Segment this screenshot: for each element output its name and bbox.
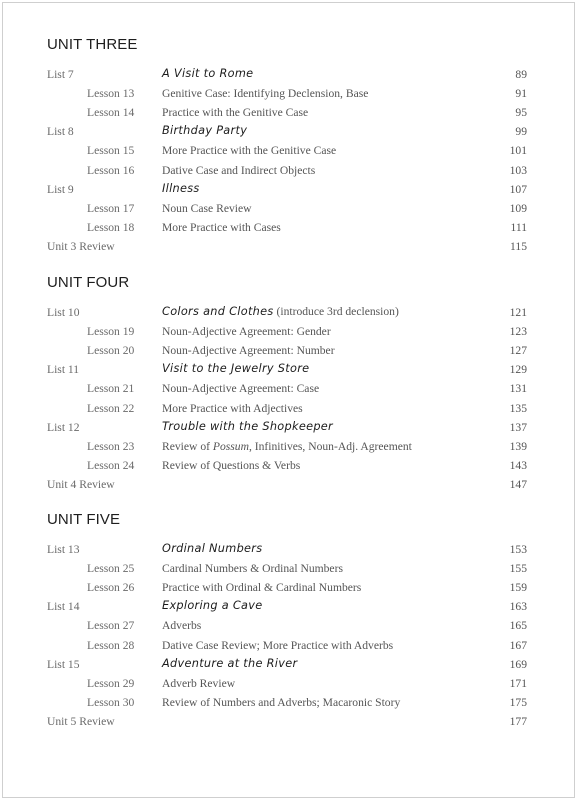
lesson-label: Lesson 18 <box>87 220 135 234</box>
page-number: 103 <box>509 163 527 177</box>
toc-entry <box>0 581 577 600</box>
entry-title-text: Adverbs <box>162 619 202 633</box>
entry-title-text: Dative Case and Indirect Objects <box>162 163 316 177</box>
entry-title-text: Adverb Review <box>162 676 236 690</box>
page-number: 91 <box>515 87 527 101</box>
toc-entry <box>0 344 577 363</box>
lesson-title <box>162 619 201 632</box>
toc-entry <box>0 106 577 125</box>
entry-title-text: Exploring a Cave <box>162 599 263 613</box>
entry-title-text: Dative Case Review; More Practice with Adverbs <box>162 638 394 652</box>
toc-entry <box>0 677 577 696</box>
toc-entry <box>0 382 577 401</box>
entry-title-text: More Practice with Cases <box>162 220 281 234</box>
review-label: Unit 3 Review <box>47 239 115 253</box>
entry-title-text: Noun-Adjective Agreement: Number <box>162 344 335 358</box>
toc-entry <box>0 478 577 497</box>
page-number: 153 <box>509 543 527 556</box>
lesson-label: Lesson 23 <box>87 439 135 453</box>
lesson-title <box>162 344 335 357</box>
page-number: 131 <box>509 382 527 396</box>
lesson-title <box>162 106 308 119</box>
lesson-title <box>162 562 343 575</box>
story-title <box>162 599 263 612</box>
entry-title-text: More Practice with the Genitive Case <box>162 144 337 158</box>
lesson-title <box>162 144 336 157</box>
lesson-label: Lesson 24 <box>87 458 135 472</box>
page-number: 99 <box>515 125 527 139</box>
entry-title-text: Birthday Party <box>162 124 248 138</box>
lesson-title <box>162 221 281 234</box>
page-number: 129 <box>509 363 527 377</box>
lesson-title-part: , Infinitives, Noun-Adj. Agreement <box>248 439 412 453</box>
toc-entry <box>0 306 577 325</box>
page-number: 121 <box>509 306 527 319</box>
lesson-label: Lesson 13 <box>87 87 135 101</box>
lesson-title <box>162 677 235 690</box>
lesson-label: Lesson 27 <box>87 619 135 633</box>
lesson-label: Lesson 30 <box>87 695 135 709</box>
toc-entry <box>0 562 577 581</box>
list-label: List 11 <box>47 363 80 377</box>
story-title <box>162 657 297 670</box>
toc-entry <box>0 715 577 734</box>
toc-entry <box>0 164 577 183</box>
lesson-label: Lesson 14 <box>87 106 135 120</box>
entry-title-text: Illness <box>162 181 200 195</box>
page-number: 95 <box>515 106 527 120</box>
toc-entry <box>0 459 577 478</box>
story-title <box>162 420 333 433</box>
lesson-label: Lesson 20 <box>87 344 135 358</box>
list-label: List 12 <box>47 420 80 434</box>
toc-entry <box>0 183 577 202</box>
lesson-label: Lesson 21 <box>87 382 135 396</box>
entry-title-text: Noun-Adjective Agreement: Case <box>162 382 320 396</box>
page-number: 169 <box>509 657 527 671</box>
lesson-title <box>162 325 331 338</box>
lesson-title <box>162 87 368 100</box>
story-title <box>162 542 262 555</box>
toc-entry <box>0 125 577 144</box>
unit-title: UNIT FIVE <box>47 511 121 528</box>
toc-entry <box>0 363 577 382</box>
toc-entry <box>0 402 577 421</box>
page-number: 139 <box>509 439 527 453</box>
entry-title-text: A Visit to Rome <box>162 67 254 80</box>
page-number: 167 <box>509 638 527 652</box>
page-number: 163 <box>509 600 527 614</box>
page-number: 123 <box>509 325 527 339</box>
unit-title: UNIT THREE <box>47 36 138 53</box>
entry-title-text: Colors and Clothes <box>162 305 274 318</box>
page-number: 171 <box>509 676 527 690</box>
lesson-label: Lesson 26 <box>87 581 135 595</box>
page-number: 101 <box>509 144 527 158</box>
lesson-label: Lesson 29 <box>87 676 135 690</box>
page-number: 177 <box>509 714 527 728</box>
story-title <box>162 67 253 80</box>
page-number: 165 <box>509 619 527 633</box>
entry-title-text: Practice with Ordinal & Cardinal Numbers <box>162 581 362 595</box>
entry-title-text: Noun-Adjective Agreement: Gender <box>162 325 331 339</box>
toc-entry <box>0 421 577 440</box>
story-title <box>162 362 309 375</box>
entry-title-text: Ordinal Numbers <box>162 542 263 555</box>
toc-entry <box>0 325 577 344</box>
toc-entry <box>0 221 577 240</box>
lesson-title <box>162 164 315 177</box>
story-title <box>162 305 399 318</box>
entry-title-text: More Practice with Adjectives <box>162 401 303 415</box>
lesson-title <box>162 459 300 472</box>
list-label: List 13 <box>47 543 80 556</box>
list-label: List 10 <box>47 306 80 319</box>
entry-title-text: Review of Questions & Verbs <box>162 458 301 472</box>
entry-title-text: Noun Case Review <box>162 201 252 215</box>
toc-entry <box>0 696 577 715</box>
page-number: 175 <box>509 695 527 709</box>
list-label: List 7 <box>47 68 74 81</box>
page-number: 143 <box>509 458 527 472</box>
page-number: 147 <box>509 477 527 491</box>
lesson-title <box>162 581 361 594</box>
lesson-label: Lesson 25 <box>87 562 135 576</box>
lesson-label: Lesson 17 <box>87 201 135 215</box>
toc-entry <box>0 202 577 221</box>
story-title <box>162 124 247 137</box>
list-label: List 9 <box>47 182 74 196</box>
page-number: 159 <box>509 581 527 595</box>
toc-entry <box>0 600 577 619</box>
toc-entry <box>0 619 577 638</box>
lesson-label: Lesson 28 <box>87 638 135 652</box>
toc-entry <box>0 543 577 562</box>
list-label: List 8 <box>47 125 74 139</box>
toc-entry <box>0 87 577 106</box>
entry-title-text: Trouble with the Shopkeeper <box>162 419 333 433</box>
story-title <box>162 182 200 195</box>
entry-title-text: Cardinal Numbers & Ordinal Numbers <box>162 562 343 576</box>
entry-title-text: Adventure at the River <box>162 656 298 670</box>
entry-title-text: Review of Numbers and Adverbs; Macaronic Story <box>162 695 401 709</box>
lesson-title <box>162 440 412 453</box>
page-number: 115 <box>510 239 527 253</box>
entry-title-text: Practice with the Genitive Case <box>162 106 309 120</box>
page-number: 89 <box>515 68 527 81</box>
page-number: 111 <box>510 220 527 234</box>
unit-title: UNIT FOUR <box>47 274 130 291</box>
list-label: List 14 <box>47 600 80 614</box>
lesson-title <box>162 202 252 215</box>
lesson-title-emphasis: Possum <box>212 439 249 453</box>
review-label: Unit 4 Review <box>47 477 115 491</box>
lesson-title <box>162 696 400 709</box>
toc-entry <box>0 68 577 87</box>
entry-title-text: Genitive Case: Identifying Declension, Base <box>162 87 369 101</box>
toc-entry <box>0 639 577 658</box>
page-number: 127 <box>509 344 527 358</box>
toc-entry <box>0 144 577 163</box>
list-label: List 15 <box>47 657 80 671</box>
page-number: 155 <box>509 562 527 576</box>
entry-title-text: Visit to the Jewelry Store <box>162 362 310 376</box>
toc-entry <box>0 240 577 259</box>
review-label: Unit 5 Review <box>47 714 115 728</box>
page-number: 135 <box>509 401 527 415</box>
lesson-label: Lesson 16 <box>87 163 135 177</box>
toc-entry <box>0 658 577 677</box>
toc-entry <box>0 440 577 459</box>
page-number: 109 <box>509 201 527 215</box>
lesson-label: Lesson 22 <box>87 401 135 415</box>
entry-note: (introduce 3rd declension) <box>273 305 399 318</box>
lesson-label: Lesson 19 <box>87 325 135 339</box>
lesson-title <box>162 402 303 415</box>
page-number: 107 <box>509 182 527 196</box>
lesson-label: Lesson 15 <box>87 144 135 158</box>
lesson-title-part: Review of <box>162 439 213 453</box>
lesson-title <box>162 382 319 395</box>
lesson-title <box>162 639 393 652</box>
page-number: 137 <box>509 420 527 434</box>
